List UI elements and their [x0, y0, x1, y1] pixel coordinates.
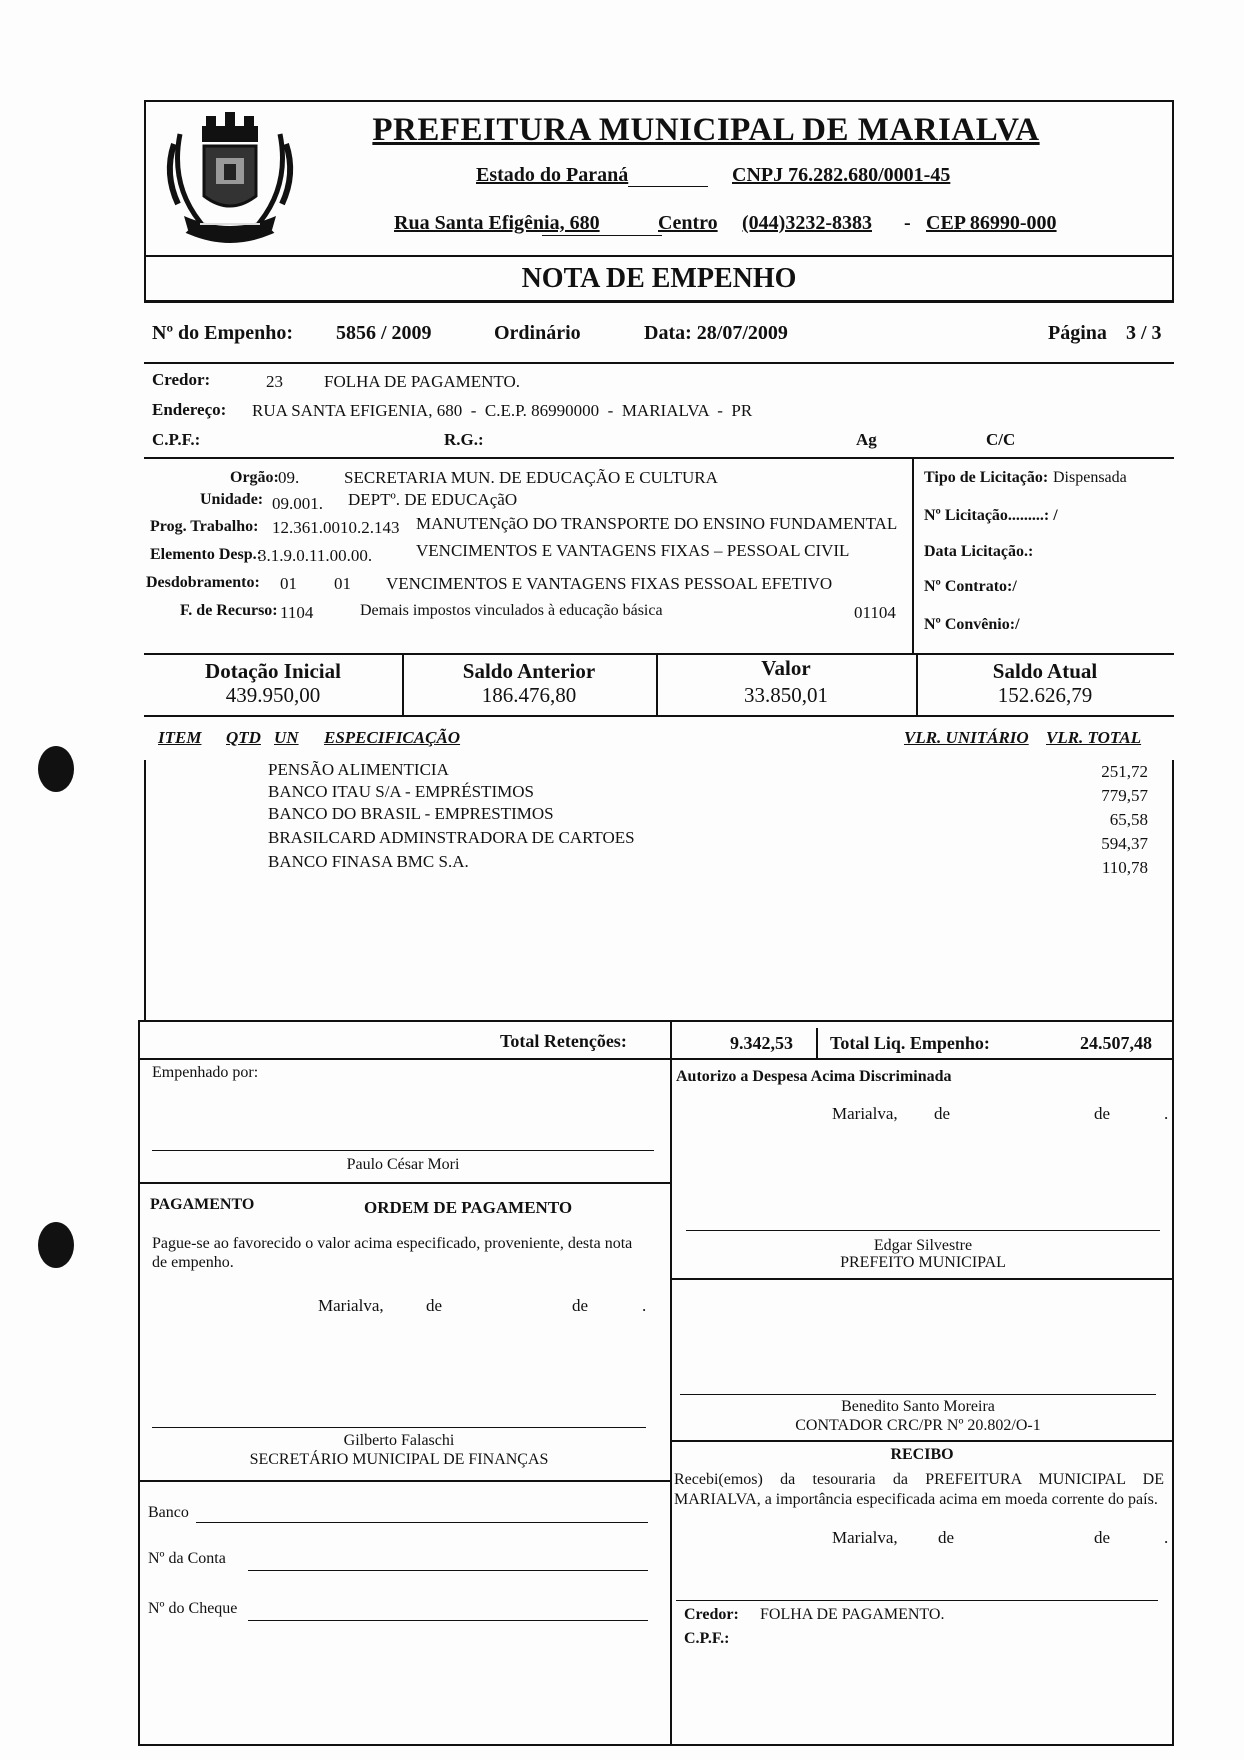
recibo-cpf-label: C.P.F.:: [684, 1630, 730, 1647]
unidade-label: Unidade:: [200, 491, 264, 508]
address-cep: CEP 86990-000: [926, 212, 1057, 234]
unidade-code: 09.001.: [272, 494, 323, 513]
tipo-licitacao-value: Dispensada: [1053, 469, 1127, 486]
orgao-code: 09.: [278, 468, 300, 487]
recibo-credor-name: FOLHA DE PAGAMENTO.: [760, 1606, 945, 1623]
endereco-value: RUA SANTA EFIGENIA, 680 - C.E.P. 86990000 - MARIALVA - PR: [252, 401, 753, 420]
doc-title: NOTA DE EMPENHO: [521, 263, 797, 294]
valor-label: Valor: [761, 656, 811, 680]
ordem-de1: de: [426, 1296, 443, 1315]
autorizo-de2: de: [1094, 1104, 1111, 1123]
autorizo-label: Autorizo a Despesa Acima Discriminada: [676, 1068, 952, 1085]
prefeitura-title: PREFEITURA MUNICIPAL DE MARIALVA: [372, 112, 1040, 148]
list-item-total: 251,72: [1101, 762, 1148, 781]
cheque-label: Nº do Cheque: [148, 1600, 238, 1617]
punch-hole: [38, 746, 74, 792]
tipo-licitacao-label: Tipo de Licitação:: [924, 469, 1049, 486]
page-label: Página: [1048, 322, 1107, 344]
prog-code: 12.361.0010.2.143: [272, 518, 400, 537]
elem-label: Elemento Desp.:: [150, 546, 262, 563]
recurso-code: 1104: [280, 603, 314, 622]
state-name: Estado do Paraná: [476, 164, 629, 186]
col-vlr-unit: VLR. UNITÁRIO: [904, 728, 1029, 747]
contador-name: Benedito Santo Moreira: [841, 1398, 995, 1415]
num-convenio: Nº Convênio:/: [924, 616, 1020, 633]
retencoes-label: Total Retenções:: [500, 1031, 627, 1051]
prog-label: Prog. Trabalho:: [150, 518, 259, 535]
empenho-type: Ordinário: [494, 322, 581, 344]
ordem-period: .: [642, 1296, 647, 1315]
banco-label: Banco: [148, 1504, 189, 1521]
retencoes-value: 9.342,53: [730, 1033, 793, 1053]
ordem-de2: de: [572, 1296, 589, 1315]
secretario-title: SECRETÁRIO MUNICIPAL DE FINANÇAS: [249, 1451, 549, 1468]
ag-label: Ag: [856, 430, 877, 449]
recibo-city: Marialva,: [832, 1528, 898, 1547]
autorizo-city: Marialva,: [832, 1104, 898, 1123]
orgao-name: SECRETARIA MUN. DE EDUCAÇÃO E CULTURA: [344, 468, 718, 487]
credor-label: Credor:: [152, 370, 211, 389]
orgao-label: Orgão:: [230, 469, 279, 486]
elem-code: 3.1.9.0.11.00.00.: [258, 546, 373, 565]
prog-name: MANUTENçãO DO TRANSPORTE DO ENSINO FUNDAMENTAL: [416, 514, 898, 533]
prefeito-name: Edgar Silvestre: [873, 1237, 973, 1254]
empenhado-label: Empenhado por:: [152, 1064, 259, 1081]
saldo-anterior-label: Saldo Anterior: [462, 659, 596, 683]
saldo-atual-value: 152.626,79: [997, 683, 1093, 707]
punch-hole: [38, 1222, 74, 1268]
cpf-label: C.P.F.:: [152, 430, 201, 449]
recibo-de2: de: [1094, 1528, 1111, 1547]
ordem-text: Pague-se ao favorecido o valor acima especificado, proveniente, desta nota de empenho.: [152, 1235, 633, 1271]
signatures-box: [138, 1020, 1174, 1746]
empenho-label: Nº do Empenho:: [152, 322, 294, 344]
unidade-name: DEPTº. DE EDUCAçãO: [348, 490, 518, 509]
recibo-period: .: [1164, 1528, 1169, 1547]
address-dash: -: [904, 212, 911, 234]
prefeito-title: PREFEITO MUNICIPAL: [840, 1254, 1006, 1271]
liq-value: 24.507,48: [1080, 1033, 1152, 1053]
address-street: Rua Santa Efigênia, 680: [394, 212, 600, 234]
desd-label: Desdobramento:: [146, 574, 260, 591]
list-item: PENSÃO ALIMENTICIA: [268, 760, 449, 779]
data-licitacao: Data Licitação.:: [924, 543, 1034, 560]
ordem-label: ORDEM DE PAGAMENTO: [364, 1198, 573, 1217]
divider: [144, 457, 1174, 459]
elem-name: VENCIMENTOS E VANTAGENS FIXAS – PESSOAL CIVIL: [416, 541, 850, 560]
num-licitacao: Nº Licitação.........: /: [924, 507, 1058, 524]
list-item-total: 65,58: [1109, 810, 1148, 829]
pagamento-label: PAGAMENTO: [150, 1196, 255, 1213]
list-item-total: 779,57: [1101, 786, 1148, 805]
rg-label: R.G.:: [444, 430, 484, 449]
municipal-coat-of-arms-icon: [160, 104, 300, 254]
recibo-text: Recebi(emos) da tesouraria da PREFEITURA MUNICIPAL DE MARIALVA, a importância especificada acima em moeda corrente do país.: [674, 1471, 1164, 1508]
col-item: ITEM: [158, 728, 202, 747]
secretario-name: Gilberto Falaschi: [343, 1432, 455, 1449]
list-item-total: 594,37: [1101, 834, 1148, 853]
cc-label: C/C: [986, 430, 1016, 449]
recibo-credor-label: Credor:: [684, 1606, 739, 1623]
empenhado-name: Paulo César Mori: [346, 1156, 460, 1173]
recurso-name: Demais impostos vinculados à educação básica: [360, 602, 663, 619]
recurso-label: F. de Recurso:: [180, 602, 278, 619]
recibo-de1: de: [938, 1528, 955, 1547]
cnpj: CNPJ 76.282.680/0001-45: [732, 164, 951, 186]
col-qtd: QTD: [226, 728, 261, 747]
list-item: BANCO FINASA BMC S.A.: [268, 852, 469, 871]
saldo-anterior-value: 186.476,80: [481, 683, 577, 707]
list-item: BANCO ITAU S/A - EMPRÉSTIMOS: [268, 782, 534, 801]
contador-title: CONTADOR CRC/PR Nº 20.802/O-1: [795, 1417, 1041, 1434]
col-vlr-total: VLR. TOTAL: [1046, 728, 1142, 747]
list-item: BRASILCARD ADMINSTRADORA DE CARTOES: [268, 828, 635, 847]
conta-label: Nº da Conta: [148, 1550, 226, 1567]
list-item: BANCO DO BRASIL - EMPRESTIMOS: [268, 804, 554, 823]
address-district: Centro: [658, 212, 718, 234]
saldo-atual-label: Saldo Atual: [992, 659, 1098, 683]
address-phone: (044)3232-8383: [742, 212, 872, 234]
credor-code: 23: [266, 372, 283, 391]
divider: [144, 362, 1174, 364]
list-item-total: 110,78: [1101, 858, 1148, 877]
autorizo-period: .: [1164, 1104, 1169, 1123]
endereco-label: Endereço:: [152, 400, 227, 419]
dotacao-label: Dotação Inicial: [205, 659, 341, 683]
recibo-title: RECIBO: [890, 1446, 954, 1463]
ordem-city: Marialva,: [318, 1296, 384, 1315]
liq-label: Total Liq. Empenho:: [830, 1033, 990, 1053]
desd-a: 01: [280, 574, 297, 593]
dotacao-value: 439.950,00: [225, 683, 321, 707]
desd-name: VENCIMENTOS E VANTAGENS FIXAS PESSOAL EFETIVO: [386, 574, 833, 593]
col-espec: ESPECIFICAÇÃO: [324, 728, 461, 747]
empenho-date: Data: 28/07/2009: [644, 322, 788, 344]
valor-value: 33.850,01: [744, 683, 828, 707]
divider: [144, 715, 1174, 717]
credor-name: FOLHA DE PAGAMENTO.: [324, 372, 520, 391]
recurso-code2: 01104: [854, 603, 896, 622]
page-number: 3 / 3: [1126, 322, 1162, 344]
col-un: UN: [274, 728, 299, 747]
autorizo-de1: de: [934, 1104, 951, 1123]
desd-b: 01: [334, 574, 351, 593]
num-contrato: Nº Contrato:/: [924, 578, 1017, 595]
doc-title-box: [144, 255, 1174, 303]
divider: [144, 653, 1174, 655]
empenho-number: 5856 / 2009: [336, 322, 432, 344]
